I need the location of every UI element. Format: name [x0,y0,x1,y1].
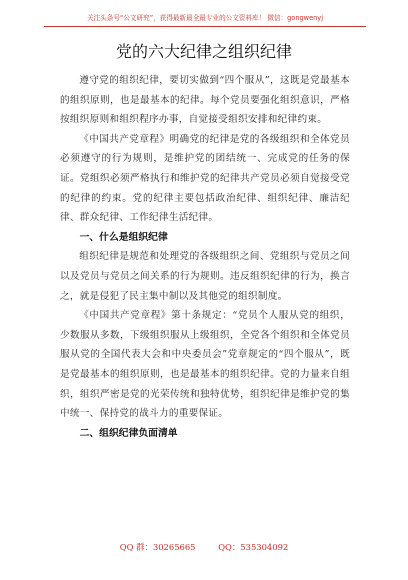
intro-paragraph: 遵守党的组织纪律，要切实做到“四个服从”，这既是党最基本的组织原则，也是最基本的纪律。每个党员要强化组织意识，严格按组织原则和组织程序办事，自觉接受组织安排和纪律约束。 [60,75,350,126]
party-constitution-paragraph: 《中国共产党章程》明确党的纪律是党的各级组织和全体党员必须遵守的行为规则，是维护党的团结统一、完成党的任务的保证。党组织必须严格执行和维护党的纪律共产党员必须自觉接受党的纪律的约束。党的纪律主要包括政治纪律、组织纪律、廉洁纪律、群众纪律、工作纪律生活纪律。 [60,133,350,224]
header-promo-text: 关注头条号“公文研究”，获得最新最全最专业的公文资料库！ 微信：gongwenyj [86,14,324,22]
footer-qq-group: QQ 群：30265665 [119,542,196,552]
definition-paragraph: 组织纪律是规范和处理党的各级组织之间、党组织与党员之间以及党员与党员之间关系的行为规则。违反组织纪律的行为，换言之，就是侵犯了民主集中制以及其他党的组织制度。 [60,251,350,302]
section-heading-negative-list: 二、组织纪律负面清单 [79,427,178,439]
document-title: 党的六大纪律之组织纪律 [115,42,292,61]
page-header [44,12,366,27]
section-heading-what-is: 一、什么是组织纪律 [79,231,168,243]
footer-qq: QQ：535304092 [218,542,289,552]
page-footer [0,541,408,553]
document-body [60,71,350,443]
article-ten-paragraph: 《中国共产党章程》第十条规定：“党员个人服从党的组织，少数服从多数，下级组织服从上级组织，全党各个组织和全体党员服从党的全国代表大会和中央委员会”党章规定的“四个服从”，既是党最基本的组织原则，也是最基本的组织纪律。党的力量来自组织，组织严密是党的光荣传统和独特优势，组织纪律是维护党的集中统一、保持党的战斗力的重要保证。 [60,310,350,420]
